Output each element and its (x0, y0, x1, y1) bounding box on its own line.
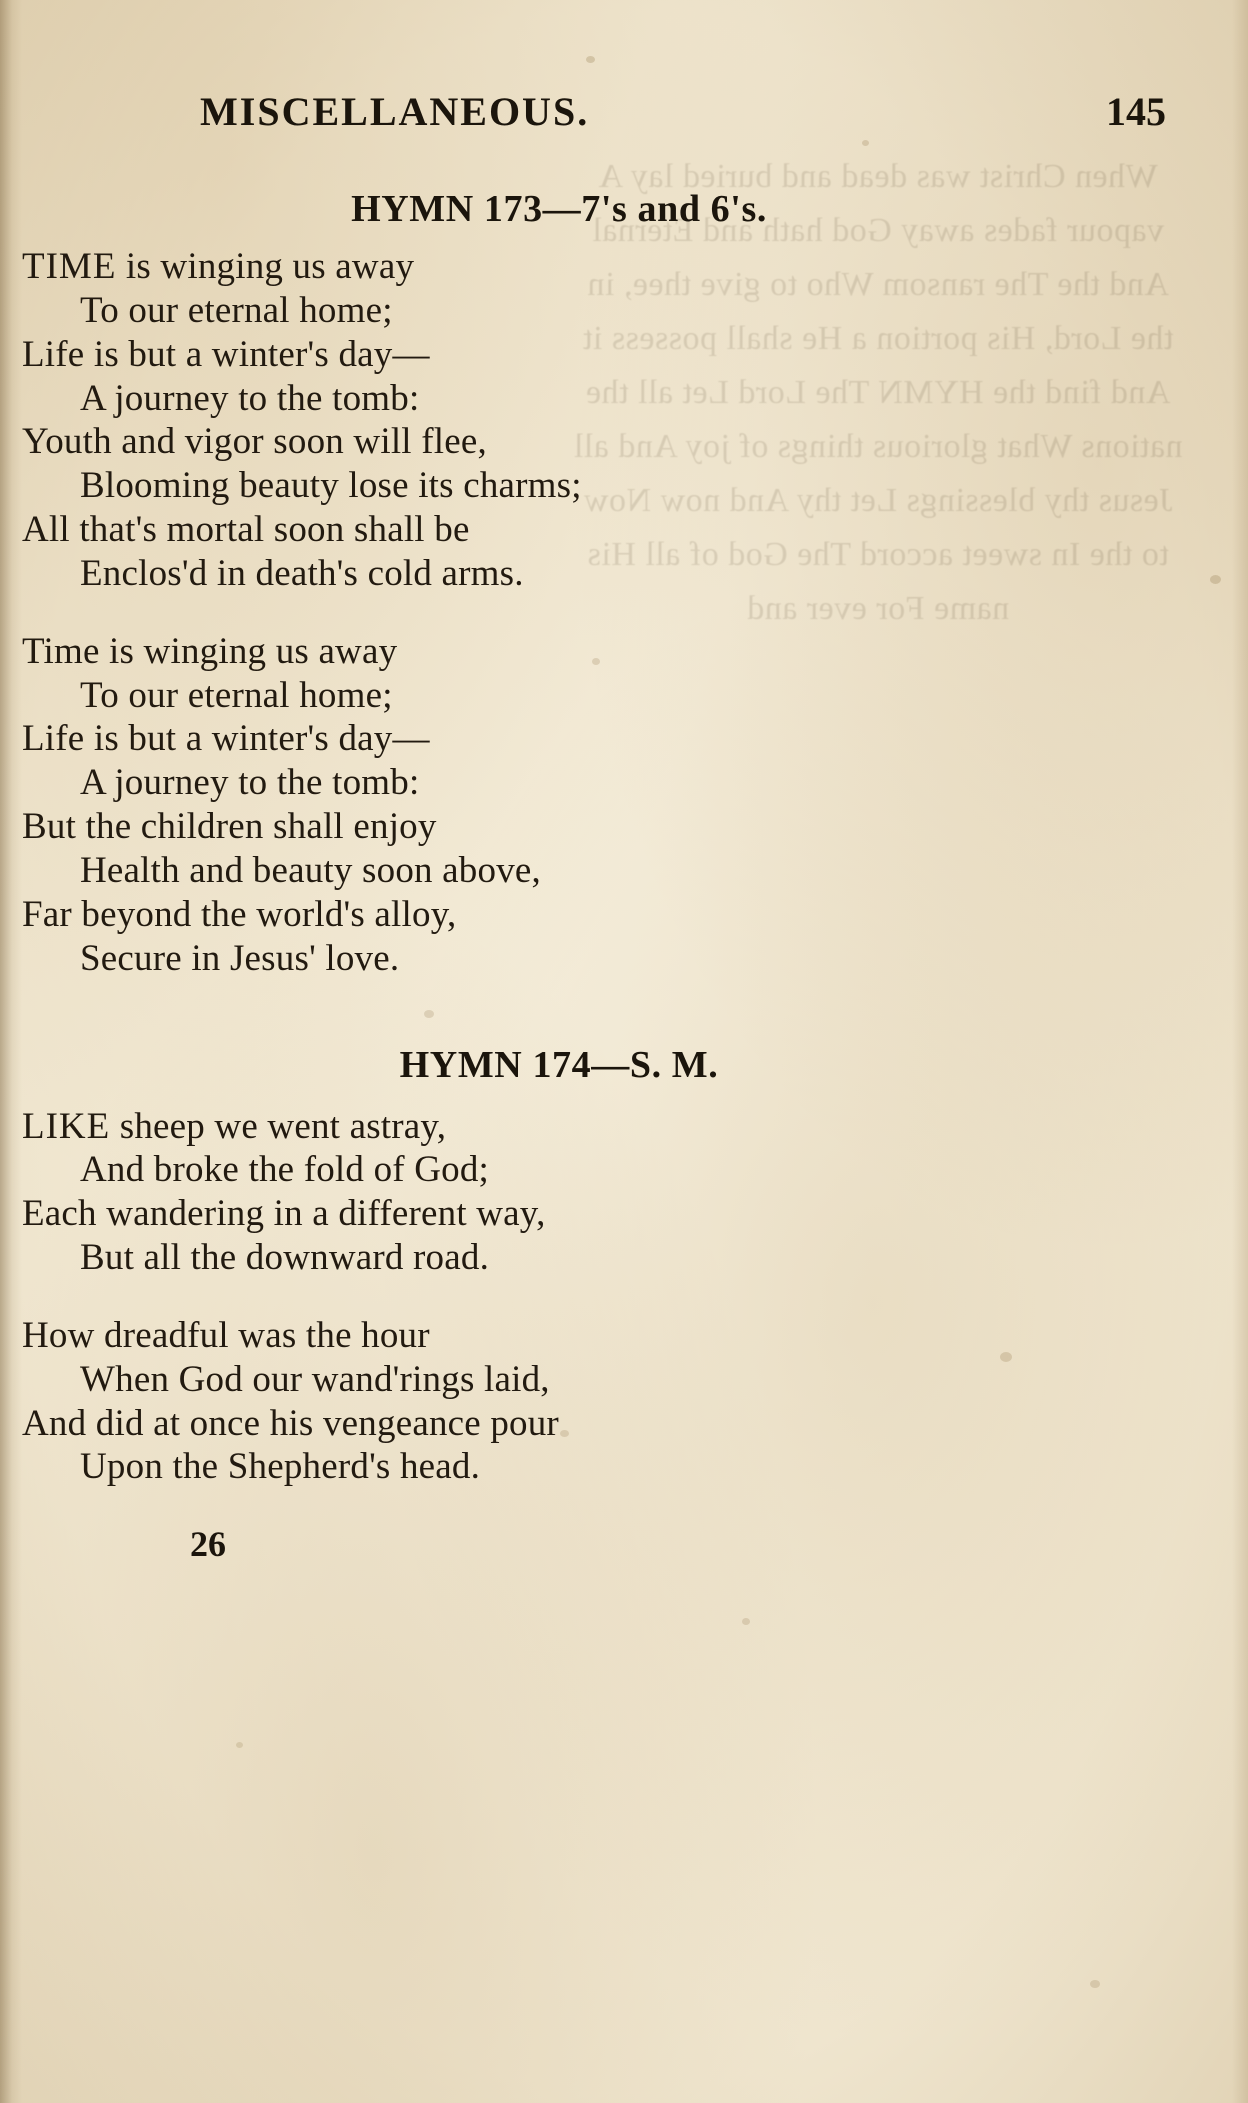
hymn-173-stanza-1 (0, 245, 1248, 596)
page-number: 145 (1106, 89, 1166, 134)
verse-line: And did at once his vengeance pour (22, 1402, 559, 1444)
hymn-173-stanza-2 (0, 630, 1248, 981)
running-title: MISCELLANEOUS. (200, 89, 590, 134)
foxing-speck (586, 56, 595, 63)
verse-line: How dreadful was the hour (22, 1314, 430, 1356)
verse-line: But all the downward road. (80, 1237, 490, 1279)
page-content (0, 88, 1248, 1565)
verse-line: But the children shall enjoy (22, 806, 437, 848)
running-head (0, 88, 1248, 135)
verse-line: Upon the Shepherd's head. (80, 1446, 481, 1488)
verse-line: Life is but a winter's day— (22, 333, 430, 375)
verse-line: Secure in Jesus' love. (80, 937, 400, 979)
verse-line: All that's mortal soon shall be (22, 509, 470, 551)
verse-line: Time is winging us away (22, 630, 398, 672)
verse-line: Health and beauty soon above, (80, 849, 541, 891)
verse-line: Each wandering in a different way, (22, 1193, 546, 1235)
foxing-speck (742, 1618, 750, 1625)
hymn-title-173: HYMN 173—7's and 6's. (351, 188, 767, 230)
verse-line: To our eternal home; (80, 674, 393, 716)
verse-line: LIKE sheep we went astray, (22, 1105, 447, 1147)
verse-line: When God our wand'rings laid, (80, 1358, 550, 1400)
verse-line: And broke the fold of God; (80, 1149, 490, 1191)
verse-line: Youth and vigor soon will flee, (22, 421, 487, 463)
foxing-speck (236, 1742, 243, 1748)
verse-line: Blooming beauty lose its charms; (80, 465, 582, 507)
verse-line: To our eternal home; (80, 289, 393, 331)
verse-line: Life is but a winter's day— (22, 718, 430, 760)
verse-line: Enclos'd in death's cold arms. (80, 552, 524, 594)
verse-line: A journey to the tomb: (80, 762, 420, 804)
reverse-page-bleed-through: When Christ was dead and buried lay A vapour fades away God hath and Eternal And the The ransom Who to give thee, in the Lord, His portion a He shall possess it And find the HYMN The Lord Let all the nations What glorious things of joy And all Jesus thy blessings Let thy And now Now to the In sweet accord The God of all His name For ever and (573, 158, 1183, 627)
verse-line: Far beyond the world's alloy, (22, 893, 457, 935)
hymn-title-174: HYMN 174—S. M. (399, 1043, 719, 1086)
verse-line: A journey to the tomb: (80, 377, 420, 419)
verse-line: TIME is winging us away (22, 246, 415, 287)
hymn-174-stanza-1 (0, 1105, 1248, 1280)
hymn-174-stanza-2 (0, 1314, 1248, 1489)
signature-mark: 26 (190, 1524, 226, 1565)
foxing-speck (1090, 1980, 1100, 1988)
